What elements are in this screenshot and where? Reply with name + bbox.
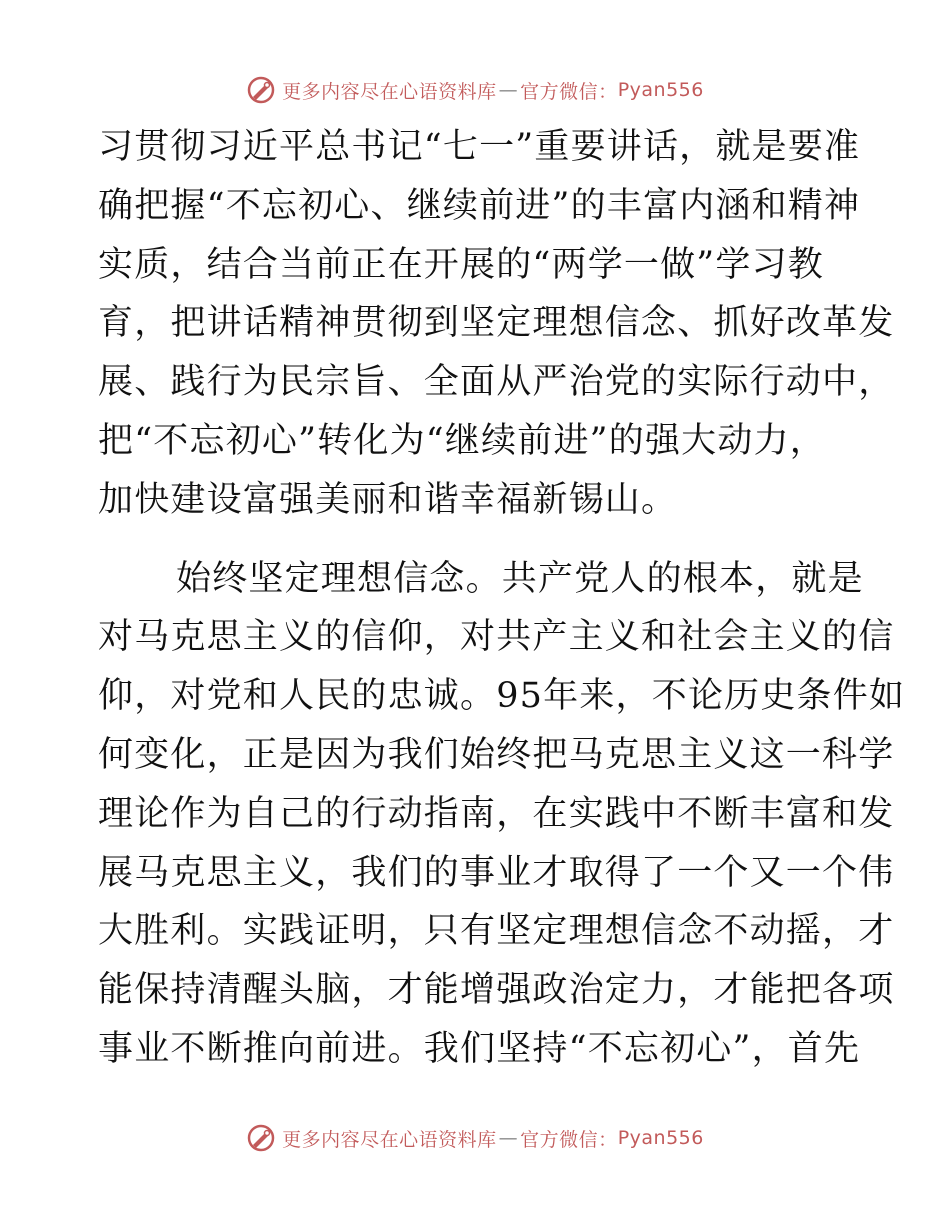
paragraph-2 [98, 550, 906, 1079]
text-line: 实质，结合当前正在开展的“两学一做”学习教 [98, 244, 824, 285]
text-line: 仰，对党和人民的忠诚。95年来，不论历史条件如 [98, 676, 906, 717]
pen-logo-icon [246, 1123, 276, 1153]
text-line: 理论作为自己的行动指南，在实践中不断丰富和发 [98, 793, 895, 834]
watermark-suffix: 官方微信： [520, 1128, 618, 1151]
text-line: 展马克思主义，我们的事业才取得了一个又一个伟 [98, 852, 895, 893]
watermark-text: 更多内容尽在心语资料库 [282, 80, 497, 103]
watermark-text: 更多内容尽在心语资料库 [282, 1128, 497, 1151]
text-line: 事业不断推向前进。我们坚持“不忘初心”，首先 [98, 1028, 861, 1069]
pen-logo-icon [246, 75, 276, 105]
text-line: 育，把讲话精神贯彻到坚定理想信念、抓好改革发 [98, 303, 895, 344]
document-body [98, 118, 906, 1079]
text-line: 展、践行为民宗旨、全面从严治党的实际行动中， [98, 362, 895, 403]
text-line: 能保持清醒头脑，才能增强政治定力，才能把各项 [98, 970, 895, 1011]
text-line: 大胜利。实践证明，只有坚定理想信念不动摇，才 [98, 911, 895, 952]
text-line: 加快建设富强美丽和谐幸福新锡山。 [98, 479, 678, 520]
text-line: 何变化，正是因为我们始终把马克思主义这一科学 [98, 734, 895, 775]
watermark-id: Pyan556 [617, 1127, 704, 1149]
text-line: 对马克思主义的信仰，对共产主义和社会主义的信 [98, 617, 895, 658]
text-line: 习贯彻习近平总书记“七一”重要讲话，就是要准 [98, 127, 861, 167]
footer-watermark [0, 1118, 950, 1158]
watermark-separator: — [498, 1127, 519, 1149]
text-line: 把“不忘初心”转化为“继续前进”的强大动力， [98, 420, 826, 461]
text-line: 始终坚定理想信念。共产党人的根本，就是 [176, 558, 864, 599]
watermark-separator: — [498, 79, 519, 101]
header-watermark [0, 70, 950, 110]
paragraph-1 [98, 118, 895, 530]
paragraph-gap [98, 530, 858, 550]
watermark-id: Pyan556 [617, 79, 704, 101]
watermark-suffix: 官方微信： [520, 80, 618, 103]
text-line: 确把握“不忘初心、继续前进”的丰富内涵和精神 [98, 185, 861, 226]
